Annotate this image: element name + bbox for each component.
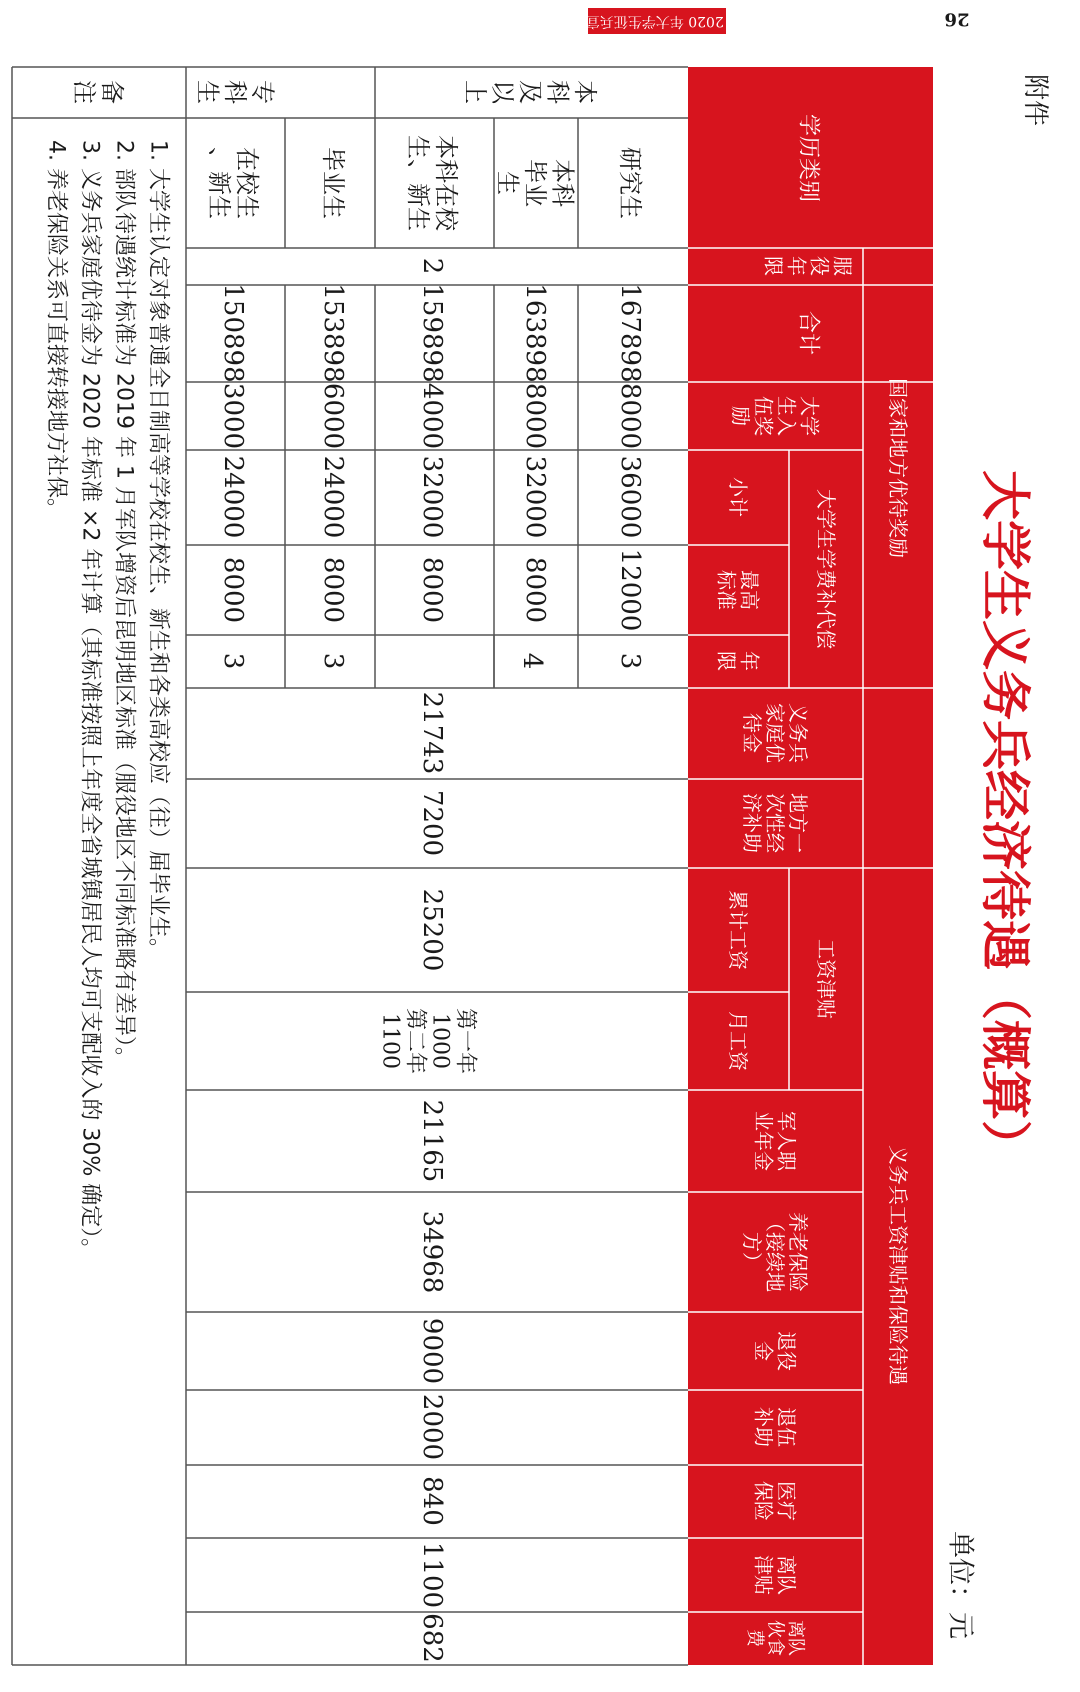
cell-years: 3 [318, 652, 348, 670]
header-service-years-line: 限 [761, 256, 786, 276]
cell-total: 150898 [218, 283, 248, 383]
cell-subtotal: 32000 [520, 455, 550, 539]
header-max-standard [715, 570, 762, 610]
header-meal-fee-line: 离队 [785, 1620, 807, 1656]
category-junior-college-line: 科 [221, 80, 249, 104]
category-remarks [70, 80, 126, 104]
header-occupational-annuity [752, 1111, 799, 1172]
header-total: 合计 [795, 310, 821, 356]
note-item: 2. 部队待遇统计标准为 2019 年 1 月军队增资后昆明地区标准（服役地区不同标准略有差异）。 [111, 140, 137, 1069]
header-medical-line: 保险 [751, 1481, 776, 1521]
row-label-line: 毕业 [521, 159, 549, 207]
header-pension-line: 方） [740, 1232, 764, 1272]
header-occupational-annuity-line: 业年金 [751, 1111, 776, 1171]
header-service-years [762, 256, 855, 276]
header-local-subsidy-line: 地方一 [786, 793, 810, 853]
cell-subtotal: 32000 [417, 455, 447, 539]
header-max-standard-line: 最高 [737, 570, 762, 610]
header-family-pay-line: 待金 [740, 713, 764, 753]
cell-total: 167898 [615, 283, 645, 383]
cell-meal-fee: 682 [417, 1613, 447, 1663]
header-meal-fee-line: 费 [743, 1629, 765, 1647]
cell-total: 153898 [318, 283, 348, 383]
cell-max-standard: 8000 [417, 556, 447, 624]
header-retirement-subsidy-line: 补助 [751, 1407, 776, 1447]
cell-award: 4000 [417, 382, 447, 450]
header-service-years-line: 役 [807, 256, 832, 276]
row-label-line: 毕业生 [319, 147, 347, 219]
category-remarks-line: 注 [70, 80, 99, 104]
cell-years: 3 [615, 652, 645, 670]
cell-years: 3 [218, 652, 248, 670]
cell-discharge-pay: 9000 [417, 1317, 447, 1385]
header-leave-allowance-line: 离队 [774, 1555, 799, 1595]
page-number: 26 [944, 8, 970, 30]
row-label-line: 生 [493, 170, 522, 195]
header-leave-allowance [752, 1555, 799, 1595]
cell-monthly-wage: 第一年 [452, 1007, 478, 1075]
cell-max-standard: 8000 [520, 556, 550, 624]
cell-years: 4 [517, 652, 547, 670]
header-service-years-line: 服 [830, 256, 855, 276]
header-group-tuition: 大学生学费补代偿 [814, 489, 838, 649]
category-undergrad-above [461, 80, 599, 105]
note-item: 3. 义务兵家庭优待金为 2020 年标准 ×2 年计算（其标准按照上年度全省城镇居民人均可支配收入的 30% 确定）。 [77, 140, 103, 1261]
row-label-line: 本科 [548, 159, 577, 207]
category-undergrad-above-line: 本 [571, 80, 600, 104]
row-label-line: 本科在校 [431, 135, 460, 231]
category-junior-college [193, 80, 276, 104]
note-item: 1. 大学生认定对象普通全日制高等学校在校生、新生和各类高校应（往）届毕业生。 [145, 140, 171, 960]
table-header-band [688, 67, 933, 1665]
cell-retirement-subsidy: 2000 [417, 1393, 447, 1461]
header-subtotal: 小计 [726, 477, 750, 517]
row-label-line: 在校生 [232, 147, 261, 220]
cell-cumulative-wage: 25200 [417, 888, 447, 972]
header-medical [752, 1481, 799, 1521]
row-label [493, 159, 576, 207]
cell-total: 159898 [417, 283, 447, 383]
header-years-line: 限 [714, 651, 739, 671]
header-meal-fee-line: 伙食 [764, 1620, 786, 1656]
cell-monthly-wage: 第二年 [402, 1007, 428, 1075]
page-title: 大学生义务兵经济待遇（概算） [976, 470, 1034, 1170]
header-group-soldier: 义务兵工资津贴和保险待遇 [886, 1145, 910, 1385]
cell-subtotal: 36000 [615, 455, 645, 539]
header-years-line: 年 [737, 651, 762, 671]
row-label-line: 研究生 [616, 147, 644, 219]
category-undergrad-above-line: 以 [488, 79, 517, 104]
cell-occupational-annuity: 21165 [417, 1099, 447, 1183]
category-remarks-line: 备 [97, 80, 126, 104]
header-enlist-award-line: 生入 [774, 396, 799, 436]
cell-max-standard: 8000 [218, 556, 248, 624]
row-label-line: 生、新生 [404, 135, 433, 231]
cell-family-pay: 21743 [417, 691, 447, 775]
header-years [715, 651, 762, 671]
header-service-years-line: 年 [784, 256, 809, 276]
category-undergrad-above-line: 科 [543, 80, 572, 104]
header-group-national: 国家和地方优待奖励 [886, 378, 910, 558]
header-cumulative-wage: 累计工资 [726, 890, 750, 970]
cell-award: 6000 [318, 382, 348, 450]
cell-leave-allowance: 1100 [417, 1541, 447, 1609]
cell-monthly-wage: 1100 [377, 1013, 403, 1069]
running-header [544, 8, 970, 34]
attachment-label: 附件 [1020, 73, 1050, 127]
cell-award: 8000 [615, 382, 645, 450]
header-leave-allowance-line: 津贴 [751, 1555, 776, 1595]
category-undergrad-above-line: 及 [516, 80, 544, 104]
header-background [688, 67, 933, 1665]
header-local-subsidy [740, 793, 810, 853]
header-enlist-award-line: 励 [728, 406, 753, 426]
cell-max-standard: 12000 [615, 548, 645, 632]
cell-award: 3000 [218, 382, 248, 450]
header-family-pay-line: 家庭优 [763, 703, 787, 763]
note-item: 4. 养老保险关系可直接转接地方社保。 [43, 140, 69, 520]
header-group-wage: 工资津贴 [814, 939, 838, 1019]
row-label [404, 135, 460, 232]
header-discharge-pay-line: 退役 [774, 1331, 799, 1371]
header-medical-line: 医疗 [774, 1481, 799, 1521]
cell-medical: 840 [417, 1476, 447, 1526]
header-retirement-subsidy-line: 退伍 [774, 1407, 799, 1447]
remarks-notes [44, 140, 171, 1260]
header-occupational-annuity-line: 军人职 [774, 1111, 799, 1171]
header-pension-line: 养老保险 [786, 1212, 810, 1292]
cell-subtotal: 24000 [218, 455, 248, 539]
header-pension-line: （接续地 [763, 1212, 787, 1292]
category-junior-college-line: 生 [193, 80, 222, 104]
header-retirement-subsidy [752, 1407, 799, 1447]
header-max-standard-line: 标准 [714, 570, 739, 610]
header-discharge-pay-line: 金 [751, 1341, 776, 1361]
header-local-subsidy-line: 济补助 [740, 793, 764, 853]
header-enlist-award-line: 大学 [797, 396, 822, 436]
header-enlist-award-line: 伍奖 [751, 396, 776, 436]
header-family-pay-line: 义务兵 [786, 703, 810, 763]
row-label-line: 、新生 [205, 146, 234, 219]
cell-award: 8000 [520, 382, 550, 450]
cell-local-subsidy: 7200 [417, 789, 447, 857]
cell-pension: 34968 [417, 1210, 447, 1294]
header-education: 学历类别 [795, 113, 821, 203]
row-label [319, 147, 347, 219]
cell-total: 163898 [520, 283, 550, 383]
category-junior-college-line: 专 [248, 80, 277, 104]
row-label [616, 147, 644, 219]
header-monthly-wage: 月工资 [726, 1011, 750, 1071]
row-label [205, 147, 261, 219]
header-local-subsidy-line: 次性经 [763, 793, 787, 853]
book-title: 云南省 2020 年大学生征兵宣传手册 [543, 13, 771, 29]
cell-service-years: 2 [417, 257, 447, 275]
cell-subtotal: 24000 [318, 455, 348, 539]
unit-label: 单位：元 [944, 1531, 976, 1639]
cell-max-standard: 8000 [318, 556, 348, 624]
category-undergrad-above-line: 上 [460, 80, 489, 104]
cell-monthly-wage: 1000 [427, 1013, 453, 1069]
